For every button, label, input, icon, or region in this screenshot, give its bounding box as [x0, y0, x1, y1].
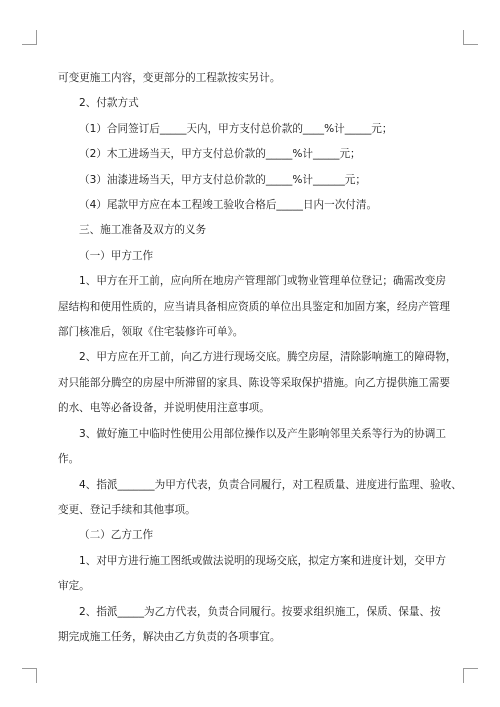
document-body	[58, 66, 462, 650]
payment-clause-1: （1）合同签订后_____天内，甲方支付总价款的____%计_____元；	[79, 122, 393, 135]
text-line: 作。	[58, 453, 80, 466]
section-heading-obligations: 三、施工准备及双方的义务	[79, 224, 207, 237]
crop-mark-top-left	[22, 30, 37, 45]
party-b-item-1: 1、对甲方进行施工图纸或做法说明的现场交底，拟定方案和进度计划，交甲方	[79, 554, 446, 567]
party-a-item-4: 4、指派_______为甲方代表，负责合同履行，对工程质量、进度进行监理、验收、	[79, 478, 462, 491]
party-a-item-1: 1、甲方在开工前，应向所在地房产管理部门或物业管理单位登记；确需改变房	[79, 275, 446, 288]
subheading-party-a: （一）甲方工作	[79, 249, 154, 262]
text-line: 部门核准后，领取《住宅装修许可单》。	[58, 326, 244, 339]
subheading-party-b: （二）乙方工作	[79, 529, 154, 542]
text-line: 的水、电等必备设备，并说明使用注意事项。	[58, 402, 270, 415]
text-line: 期完成施工任务，解决由乙方负责的各项事宜。	[58, 630, 281, 643]
party-a-item-2: 2、甲方应在开工前，向乙方进行现场交底。腾空房屋，清除影响施工的障碍物，	[79, 351, 457, 364]
payment-clause-4: （4）尾款甲方应在本工程竣工验收合格后_____日内一次付清。	[79, 199, 378, 212]
text-line: 变更、登记手续和其他事项。	[58, 503, 196, 516]
crop-mark-bottom-left	[22, 668, 37, 683]
party-b-item-2: 2、指派_____为乙方代表，负责合同履行。按要求组织施工，保质、保量、按	[79, 605, 441, 618]
text-line: 对只能部分腾空的房屋中所滞留的家具、陈设等采取保护措施。向乙方提供施工需要	[58, 376, 450, 389]
text-line: 屋结构和使用性质的，应当请具备相应资质的单位出具鉴定和加固方案，经房产管理	[58, 300, 450, 313]
payment-clause-3: （3）油漆进场当天，甲方支付总价款的_____%计______元；	[79, 173, 366, 186]
crop-mark-top-right	[463, 30, 478, 45]
text-line: 可变更施工内容，变更部分的工程款按实另计。	[58, 72, 281, 84]
crop-mark-bottom-right	[463, 668, 478, 683]
text-line: 审定。	[58, 580, 90, 593]
party-a-item-3: 3、做好施工中临时性使用公用部位操作以及产生影响邻里关系等行为的协调工	[79, 427, 446, 440]
payment-clause-2: （2）木工进场当天，甲方支付总价款的_____%计_____元；	[79, 148, 361, 161]
section-heading-payment: 2、付款方式	[79, 97, 139, 110]
